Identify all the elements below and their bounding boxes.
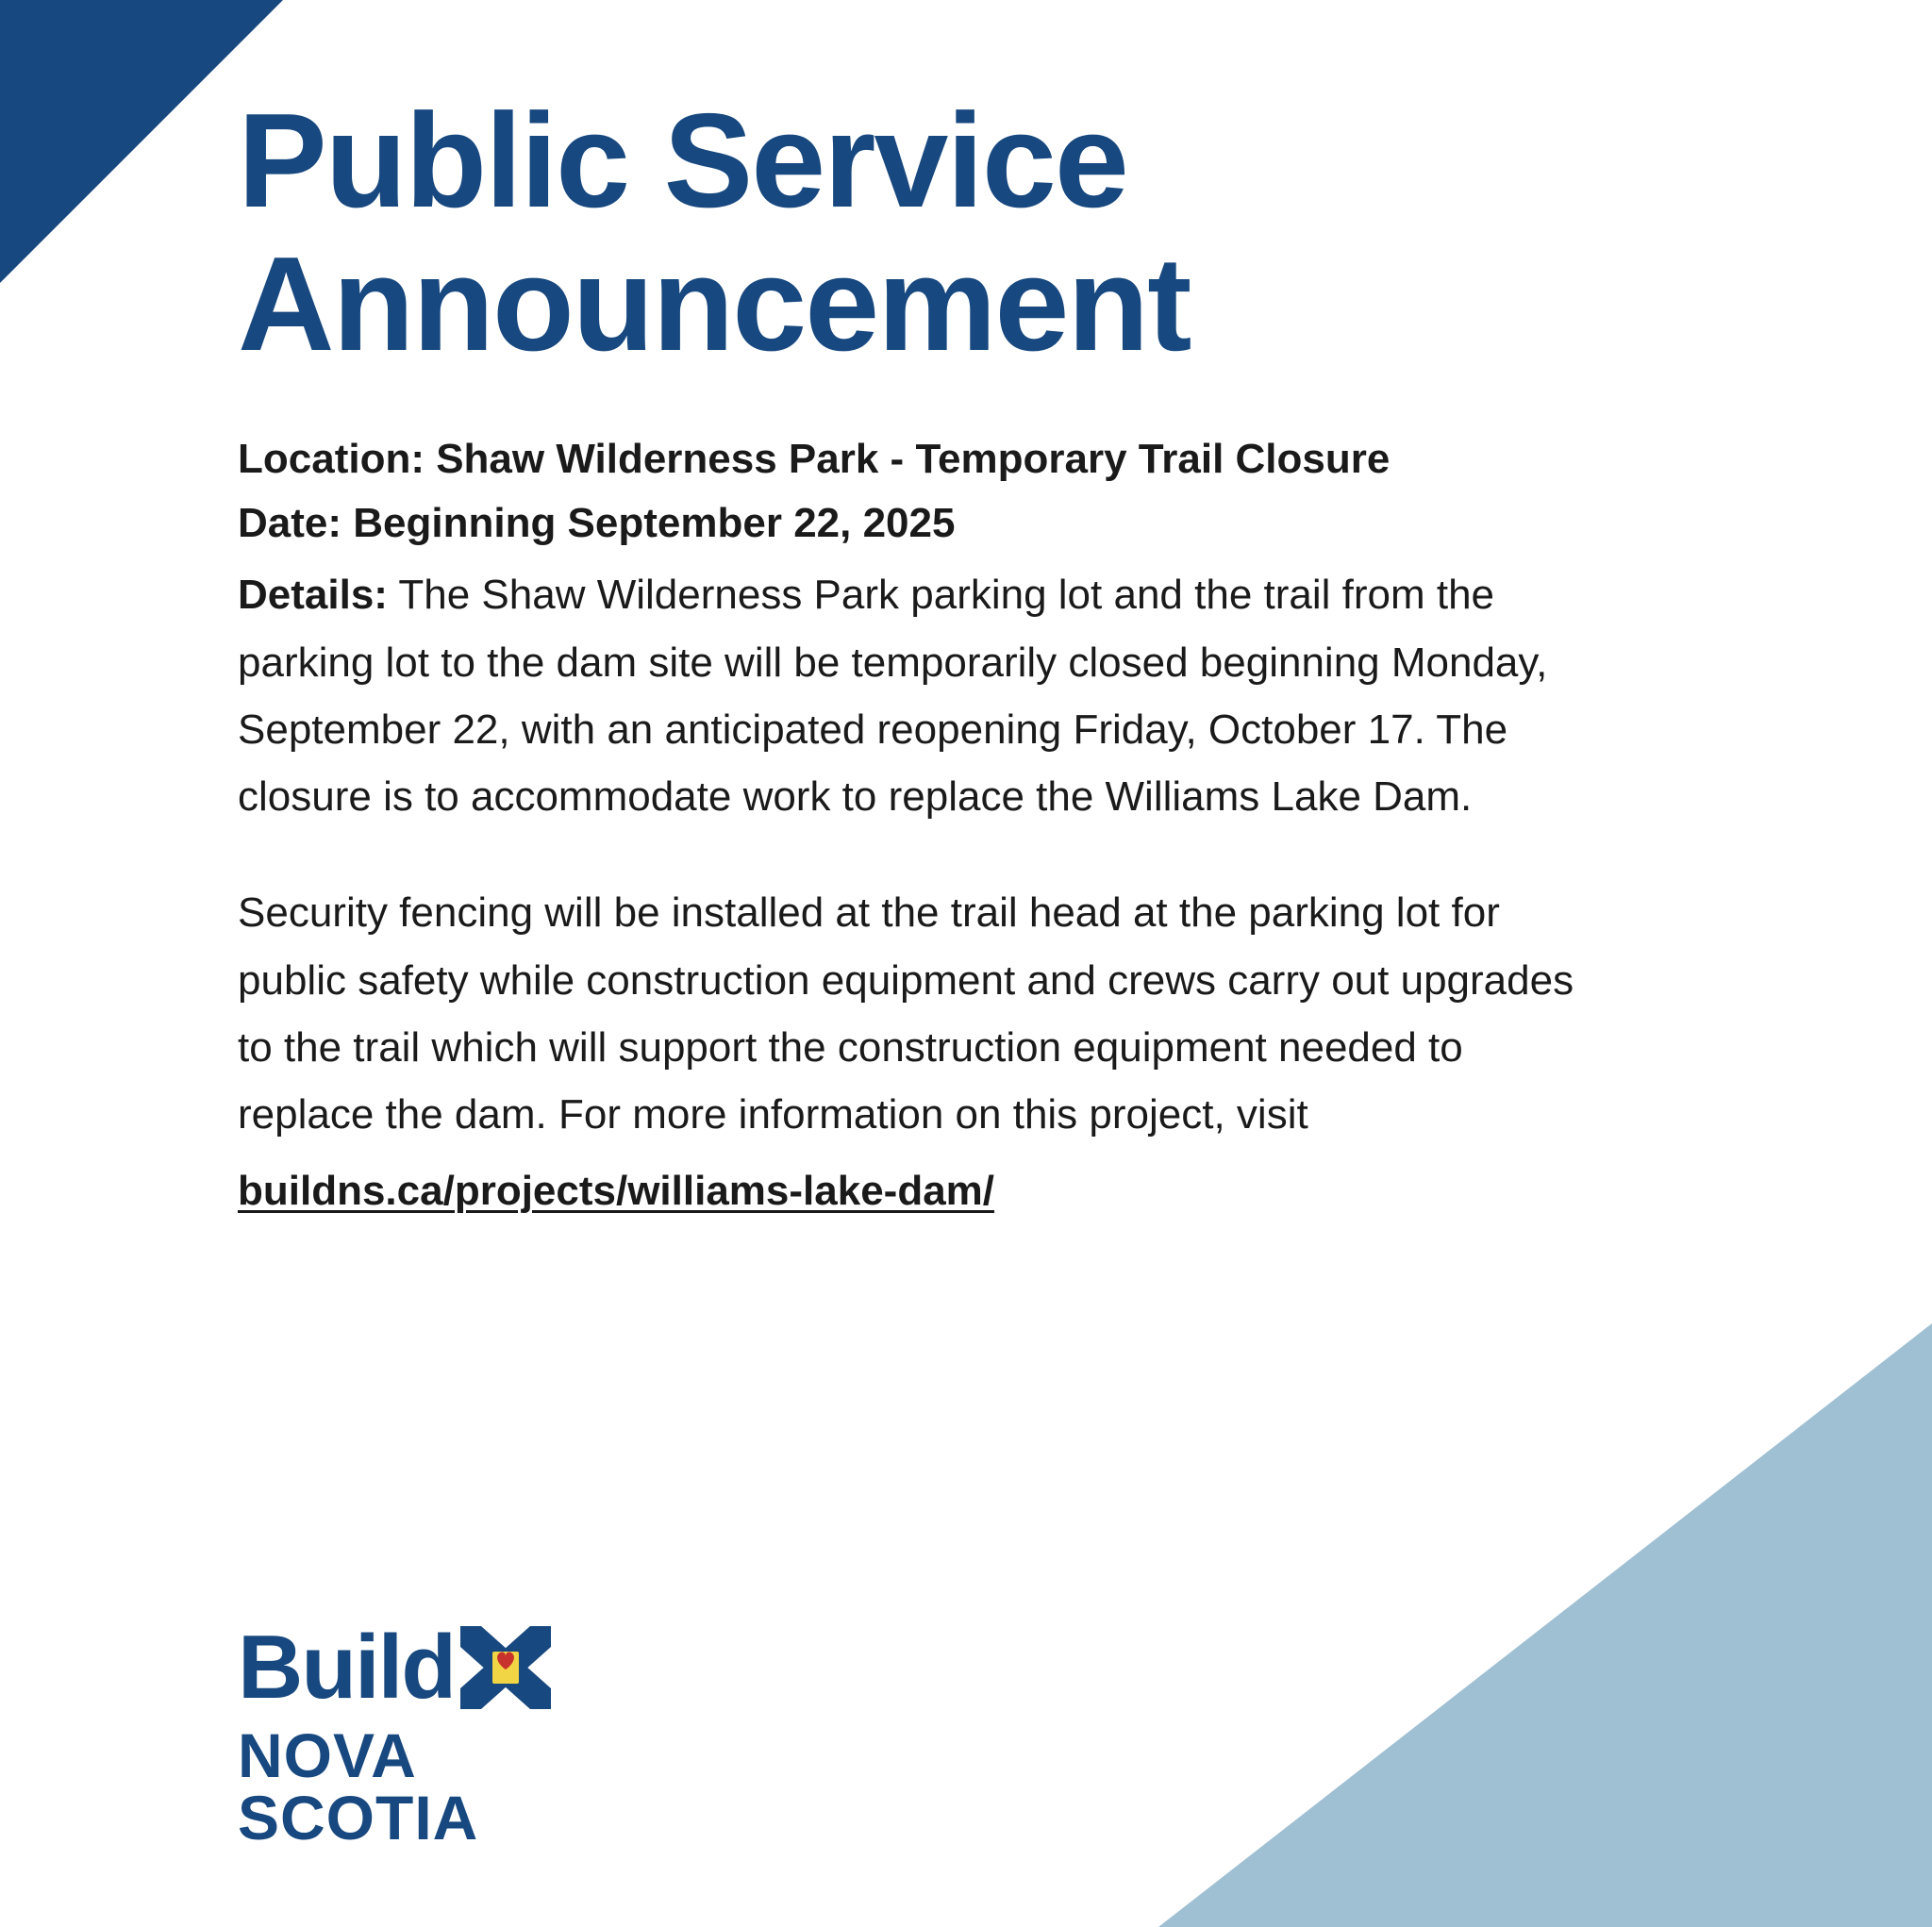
build-nova-scotia-logo: [238, 1617, 653, 1852]
nova-scotia-flag-icon: [460, 1626, 551, 1709]
logo-subtitle: NOVA SCOTIA: [238, 1720, 479, 1852]
announcement-content: [238, 86, 1615, 1225]
date-line: Date: Beginning September 22, 2025: [238, 500, 956, 547]
page-title: Public Service Announcement: [238, 86, 1191, 379]
details-paragraph: [238, 561, 1577, 830]
logo-wordmark: Build: [238, 1617, 455, 1718]
location-line: Location: Shaw Wilderness Park - Temporary Trail Closure: [238, 435, 1391, 482]
details-label: Details:: [238, 572, 388, 619]
project-link[interactable]: buildns.ca/projects/williams-lake-dam/: [238, 1168, 995, 1215]
details-text: The Shaw Wilderness Park parking lot and the trail from the parking lot to the dam site will be temporarily closed beginning Monday, September 22, with an anticipated reopening Friday, October 17. The closure is to accommodate work to replace the Williams Lake Dam.: [238, 572, 1548, 821]
decorative-corner-bottom-right: [1158, 1323, 1932, 1927]
secondary-paragraph: Security fencing will be installed at the trail head at the parking lot for public safety while construction equipment and crews carry out upgrades to the trail which will support the construction equipment needed to replace the dam. For more information on this project, visit: [238, 889, 1574, 1138]
